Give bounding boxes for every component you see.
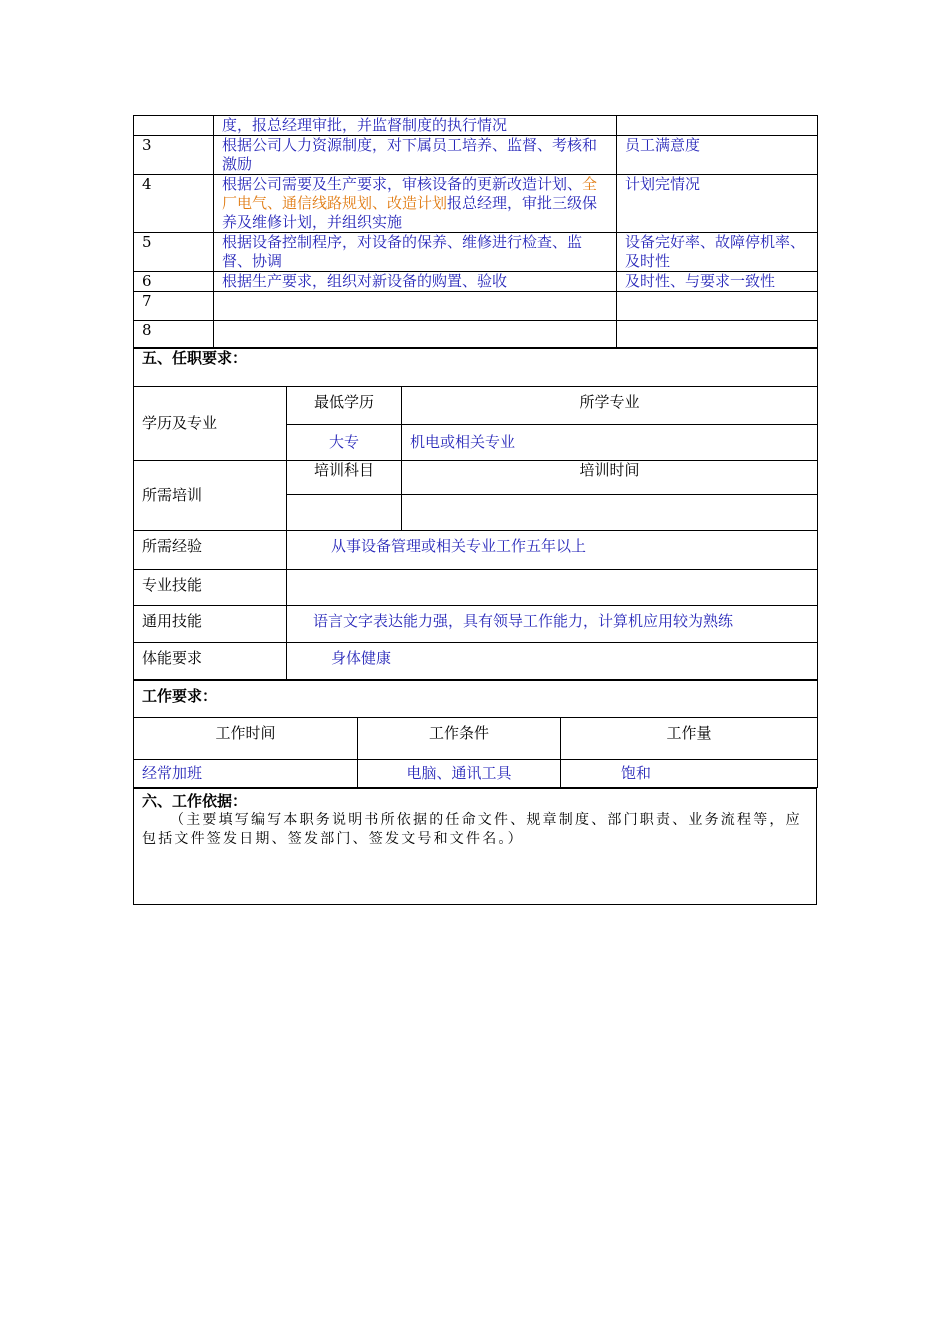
duty-description-part: 根据公司人力资源制度，对下属员工培养、监督、考核和激励 (222, 136, 598, 173)
physical-requirement-value: 身体健康 (287, 643, 818, 680)
duty-description (214, 272, 617, 292)
training-subject-value (287, 495, 402, 531)
work-time-header: 工作时间 (134, 718, 358, 760)
min-education-value: 大专 (287, 425, 402, 461)
general-skill-value: 语言文字表达能力强，具有领导工作能力，计算机应用较为熟练 (287, 606, 818, 643)
duty-row (134, 233, 818, 272)
training-time-header: 培训时间 (402, 461, 818, 495)
duty-kpi: 员工满意度 (617, 136, 818, 175)
duty-kpi (617, 321, 818, 348)
duty-row (134, 175, 818, 233)
duty-description-part: 度，报总经理审批，并监督制度的执行情况 (222, 116, 508, 134)
major-value: 机电或相关专业 (402, 425, 818, 461)
training-subject-header: 培训科目 (287, 461, 402, 495)
duty-kpi: 及时性、与要求一致性 (617, 272, 818, 292)
duty-kpi: 计划完情况 (617, 175, 818, 233)
professional-skill-value (287, 570, 818, 606)
major-header: 所学专业 (402, 387, 818, 425)
duty-number: 7 (134, 292, 214, 321)
work-basis-table (133, 788, 817, 905)
professional-skill-label: 专业技能 (134, 570, 287, 606)
physical-requirement-label: 体能要求 (134, 643, 287, 680)
work-requirements-heading: 工作要求： (134, 681, 818, 718)
duty-description (214, 292, 617, 321)
workload-value: 饱和 (561, 760, 818, 788)
duty-number: 8 (134, 321, 214, 348)
duty-row (134, 116, 818, 136)
training-time-value (402, 495, 818, 531)
duty-description (214, 175, 617, 233)
education-label: 学历及专业 (134, 387, 287, 461)
duty-row (134, 292, 818, 321)
work-time-value: 经常加班 (134, 760, 358, 788)
duty-kpi: 设备完好率、故障停机率、及时性 (617, 233, 818, 272)
duty-row (134, 136, 818, 175)
job-description-table (133, 115, 817, 905)
duty-kpi (617, 292, 818, 321)
duty-description-part: 根据公司需要及生产要求，审核设备的更新改造计划、 (222, 175, 583, 193)
duties-table (133, 115, 818, 348)
qualifications-table (133, 348, 818, 680)
duty-description-part: 根据设备控制程序，对设备的保养、维修进行检查、监督、协调 (222, 233, 583, 270)
work-basis-heading: 六、工作依据： (142, 792, 248, 810)
duty-description (214, 233, 617, 272)
duty-number: 6 (134, 272, 214, 292)
training-label: 所需培训 (134, 461, 287, 531)
duty-row (134, 272, 818, 292)
qualifications-heading: 五、任职要求： (134, 349, 818, 387)
duty-kpi (617, 116, 818, 136)
work-conditions-header: 工作条件 (358, 718, 561, 760)
min-education-header: 最低学历 (287, 387, 402, 425)
duty-description-part: 报总经理，审批三级保养及维修计划，并组织实施 (222, 194, 598, 231)
duty-number (134, 116, 214, 136)
duty-description-part: 根据生产要求，组织对新设备的购置、验收 (222, 272, 508, 290)
duty-row (134, 321, 818, 348)
general-skill-label: 通用技能 (134, 606, 287, 643)
work-conditions-value: 电脑、通讯工具 (358, 760, 561, 788)
duty-description (214, 116, 617, 136)
duty-description (214, 321, 617, 348)
work-requirements-table (133, 680, 818, 788)
experience-value: 从事设备管理或相关专业工作五年以上 (287, 531, 818, 570)
experience-label: 所需经验 (134, 531, 287, 570)
workload-header: 工作量 (561, 718, 818, 760)
duty-description (214, 136, 617, 175)
duty-number: 4 (134, 175, 214, 233)
duty-number: 3 (134, 136, 214, 175)
work-basis-text: （主要填写编写本职务说明书所依据的任命文件、规章制度、部门职责、业务流程等，应包括文件签发日期、签发部门、签发文号和文件名。） (142, 812, 802, 847)
duty-number: 5 (134, 233, 214, 272)
duty-description-part: 全厂电气、通信线路规划、改造计划 (222, 175, 598, 212)
